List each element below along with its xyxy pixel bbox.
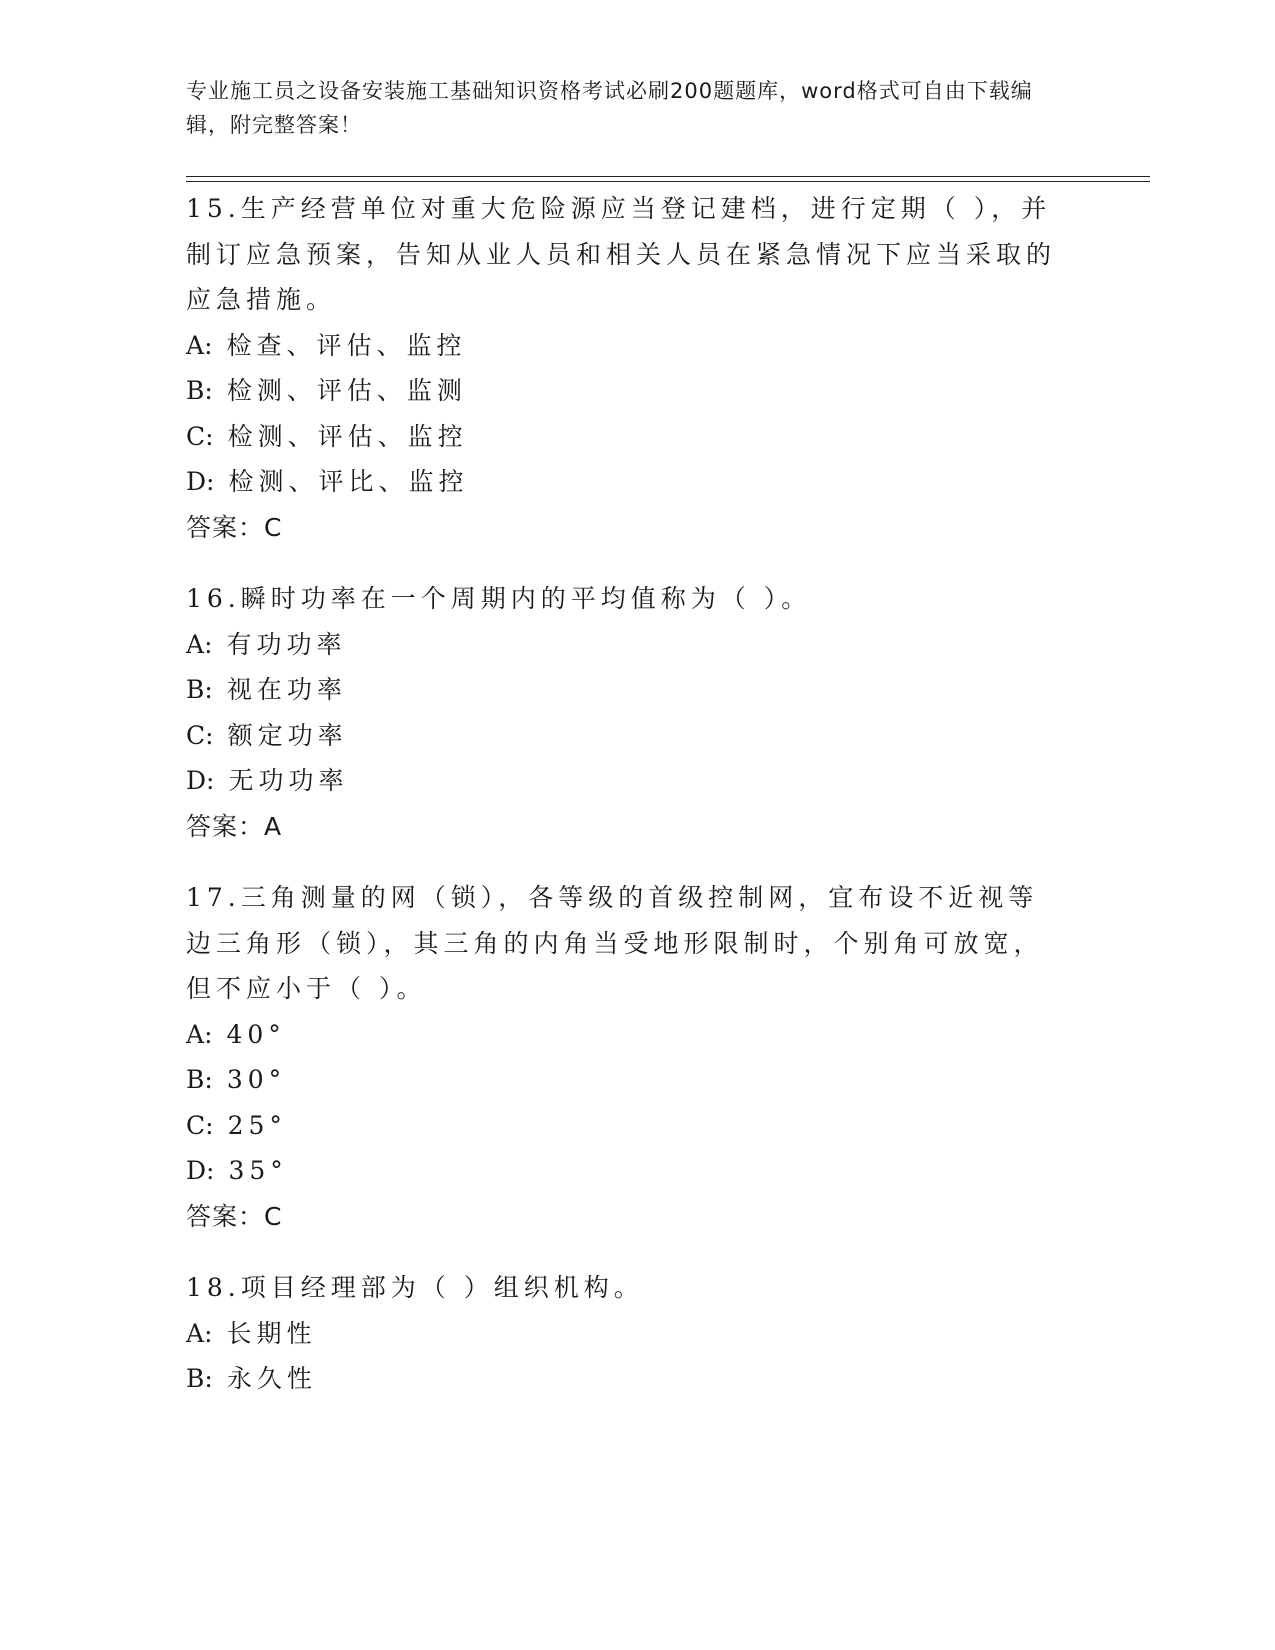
answer-line xyxy=(186,804,1066,850)
option-c: C: 25° xyxy=(186,1110,287,1140)
option-text: 长期性 xyxy=(226,1318,317,1348)
option-text: 无功功率 xyxy=(228,766,349,795)
answer-value: C xyxy=(264,1201,283,1231)
question-text: 瞬时功率在一个周期内的平均值称为（ ）。 xyxy=(240,584,812,613)
option-d: D: 无功功率 xyxy=(186,766,349,795)
answer-value: C xyxy=(264,512,283,542)
option-text: 40° xyxy=(226,1019,286,1049)
option-a: A: 长期性 xyxy=(186,1318,317,1348)
option-text: 35° xyxy=(228,1156,288,1185)
question-17 xyxy=(186,875,1066,1239)
answer-line xyxy=(186,1194,1066,1240)
document-header: 专业施工员之设备安装施工基础知识资格考试必刷200题题库，word格式可自由下载编辑，附完整答案！ xyxy=(186,79,1033,137)
option-text: 额定功率 xyxy=(227,720,348,750)
option-text: 检测、评估、监控 xyxy=(227,421,468,451)
question-18 xyxy=(186,1265,1066,1402)
question-number: 15. xyxy=(186,194,241,223)
option-letter: B xyxy=(186,1364,205,1393)
option-text: 30° xyxy=(226,1065,287,1094)
question-text: 生产经营单位对重大危险源应当登记建档，进行定期（ ），并制订应急预案，告知从业人员和相关人员在紧急情况下应当采取的应急措施。 xyxy=(186,194,1057,314)
answer-label: 答案： xyxy=(186,811,265,841)
option-text: 视在功率 xyxy=(226,675,347,704)
option-c: C: 额定功率 xyxy=(186,720,348,750)
option-d: D: 35° xyxy=(186,1156,288,1185)
option-text: 检查、评估、监控 xyxy=(226,330,467,360)
question-stem xyxy=(186,1265,1066,1311)
option-b: B: 视在功率 xyxy=(186,675,347,704)
option-letter: C xyxy=(186,1110,206,1140)
question-number: 17. xyxy=(186,883,241,912)
option-letter: A xyxy=(186,1019,205,1049)
question-text: 项目经理部为（ ）组织机构。 xyxy=(240,1273,644,1302)
option-c: C: 检测、评估、监控 xyxy=(186,421,468,451)
question-16 xyxy=(186,576,1066,849)
option-letter: C xyxy=(186,720,206,750)
option-letter: B xyxy=(186,675,205,704)
question-stem xyxy=(186,186,1066,323)
option-d: D: 检测、评比、监控 xyxy=(186,467,469,496)
question-number: 16. xyxy=(186,584,241,613)
option-letter: D xyxy=(186,1156,207,1185)
option-text: 永久性 xyxy=(226,1364,317,1393)
answer-label: 答案： xyxy=(186,1201,265,1231)
option-b: B: 30° xyxy=(186,1065,287,1094)
option-letter: A xyxy=(186,629,205,659)
option-letter: B xyxy=(186,376,205,405)
option-letter: D xyxy=(186,766,207,795)
question-text: 三角测量的网（锁），各等级的首级控制网，宜布设不近视等边三角形（锁），其三角的内角当受地形限制时，个别角可放宽，但不应小于（ ）。 xyxy=(186,883,1044,1003)
question-list xyxy=(186,186,1066,1428)
option-letter: C xyxy=(186,421,206,451)
option-letter: A xyxy=(186,330,205,360)
option-b: B: 永久性 xyxy=(186,1364,317,1393)
option-letter: D xyxy=(186,467,207,496)
question-15 xyxy=(186,186,1066,550)
question-stem xyxy=(186,576,1066,622)
option-b: B: 检测、评估、监测 xyxy=(186,376,467,405)
header-divider-bottom xyxy=(186,181,1150,182)
option-a: A: 检查、评估、监控 xyxy=(186,330,467,360)
question-number: 18. xyxy=(186,1273,241,1302)
answer-value: A xyxy=(264,811,283,841)
question-stem xyxy=(186,875,1066,1012)
option-text: 检测、评比、监控 xyxy=(228,467,469,496)
answer-label: 答案： xyxy=(186,512,265,542)
option-text: 检测、评估、监测 xyxy=(226,376,467,405)
answer-line xyxy=(186,505,1066,551)
option-letter: B xyxy=(186,1065,205,1094)
option-letter: A xyxy=(186,1318,205,1348)
option-a: A: 有功功率 xyxy=(186,629,347,659)
option-text: 25° xyxy=(227,1110,287,1140)
option-a: A: 40° xyxy=(186,1019,286,1049)
option-text: 有功功率 xyxy=(226,629,347,659)
header-divider-top xyxy=(186,176,1150,177)
